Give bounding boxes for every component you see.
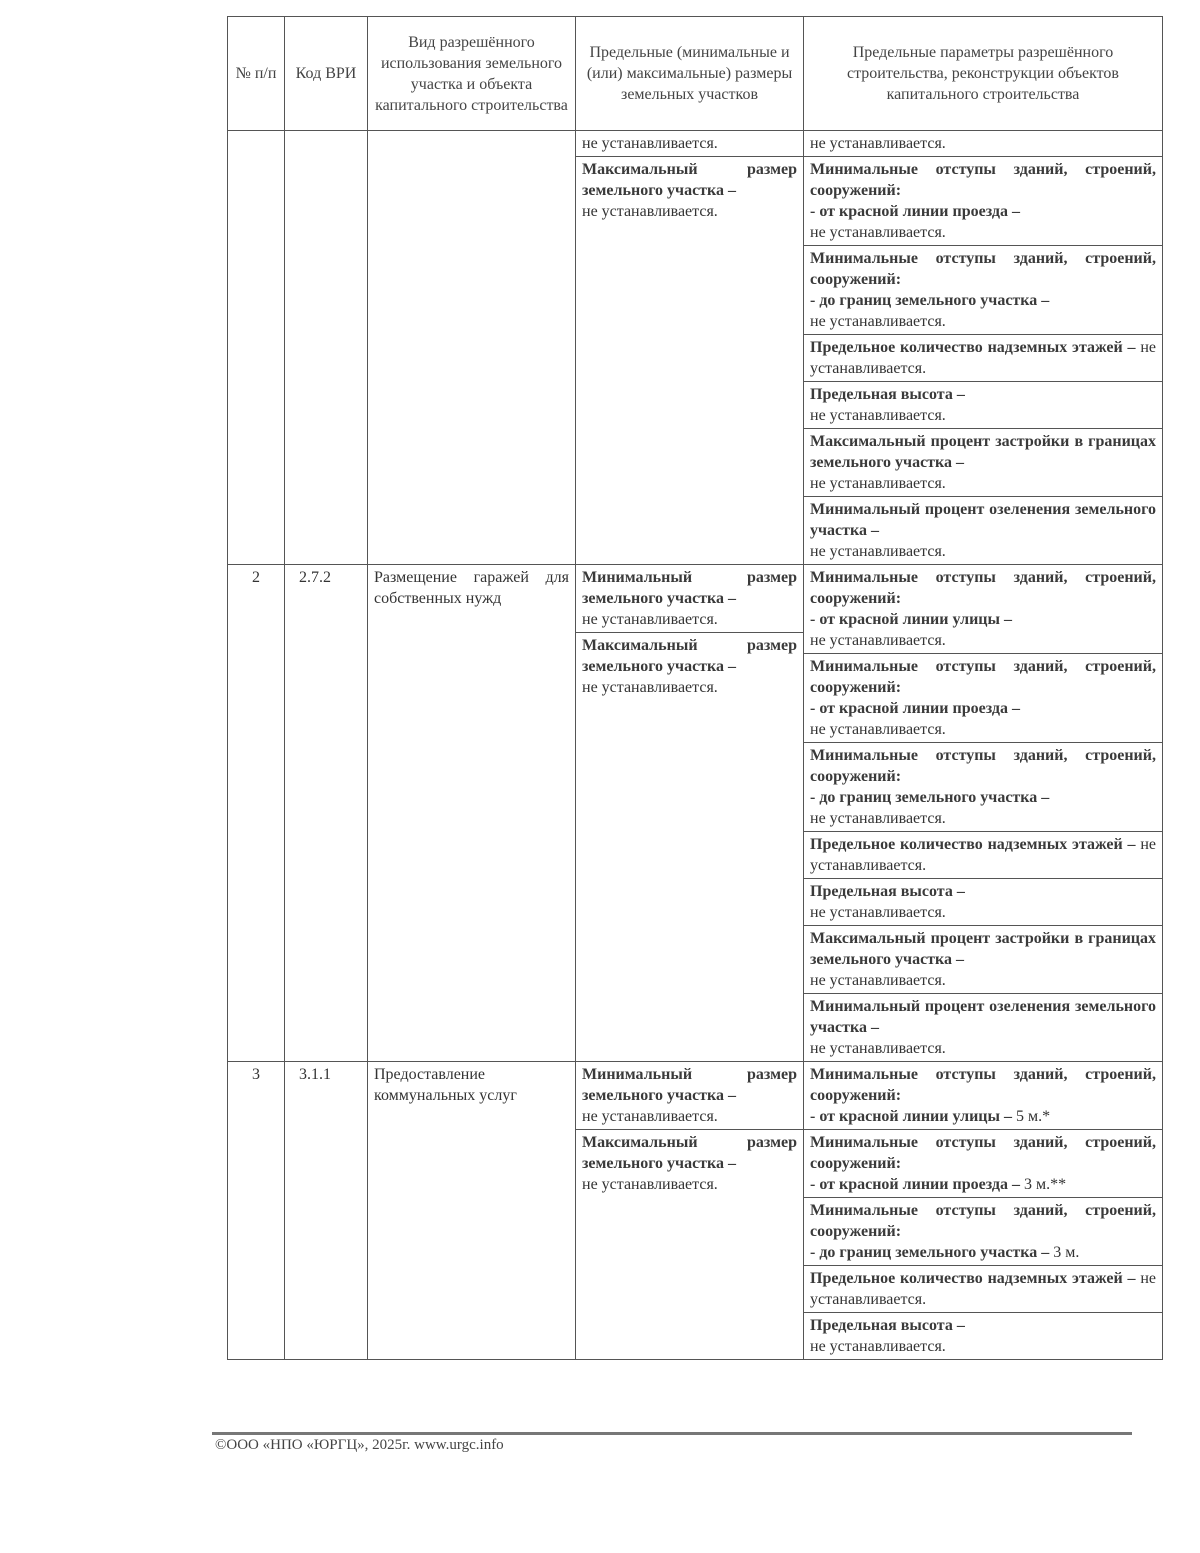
item-value: не устанавливается.	[810, 810, 946, 827]
item-label: Предельное количество надземных этажей –	[810, 339, 1136, 356]
row-params	[804, 1062, 1163, 1360]
row-sizes-item	[576, 1062, 803, 1130]
footer-copyright: ©ООО «НПО «ЮРГЦ», 2025г. www.urgc.info	[215, 1437, 504, 1453]
header-code: Код ВРИ	[285, 17, 368, 131]
row-params-item	[804, 926, 1162, 994]
row-code	[285, 131, 368, 565]
row-params-item	[804, 497, 1162, 565]
table-header-row	[228, 17, 1163, 131]
row-params-item	[804, 335, 1162, 382]
row-params-item	[804, 994, 1162, 1062]
item-label: Минимальные отступы зданий, строений, сооружений: - от красной линии улицы –	[810, 1066, 1156, 1125]
row-params	[804, 131, 1163, 565]
item-label: Предельная высота –	[810, 883, 965, 900]
row-code: 2.7.2	[285, 565, 368, 1062]
row-sizes-item	[576, 157, 803, 225]
item-value: не устанавливается.	[582, 1108, 718, 1125]
item-label: Предельное количество надземных этажей –	[810, 1270, 1136, 1287]
row-params-item	[804, 1266, 1162, 1313]
row-params-item	[804, 429, 1162, 497]
row-sizes	[576, 131, 804, 565]
regulations-table	[227, 16, 1163, 1360]
row-sizes-item	[576, 633, 803, 701]
item-label: Минимальные отступы зданий, строений, сооружений: - до границ земельного участка –	[810, 1202, 1156, 1261]
item-value: не устанавливается.	[582, 611, 718, 628]
row-kind	[368, 131, 576, 565]
item-value: не устанавливается.	[582, 1176, 718, 1193]
item-label: Минимальный размер земельного участка –	[582, 1066, 797, 1104]
row-number: 2	[228, 565, 285, 1062]
item-label: Максимальный размер земельного участка –	[582, 637, 797, 675]
row-code: 3.1.1	[285, 1062, 368, 1360]
item-label: Минимальный процент озеленения земельного участка –	[810, 501, 1156, 539]
item-value: не устанавливается.	[810, 313, 946, 330]
item-label: Предельная высота –	[810, 1317, 965, 1334]
row-sizes-item	[576, 1130, 803, 1198]
row-sizes-item	[576, 131, 803, 157]
row-params-item	[804, 565, 1162, 654]
item-value: 3 м.	[1049, 1244, 1080, 1261]
item-value: 5 м.*	[1012, 1108, 1051, 1125]
row-sizes-item	[576, 565, 803, 633]
item-value: не устанавливается.	[810, 224, 946, 241]
item-label: Минимальные отступы зданий, строений, сооружений: - до границ земельного участка –	[810, 747, 1156, 806]
item-value: не устанавливается.	[810, 836, 1156, 874]
row-params-item	[804, 1062, 1162, 1130]
row-kind: Размещение гаражей для собственных нужд	[368, 565, 576, 1062]
item-value: не устанавливается.	[810, 407, 946, 424]
table-row	[228, 131, 1163, 565]
header-sizes: Предельные (минимальные и (или) максимальные) размеры земельных участков	[576, 17, 804, 131]
item-value: не устанавливается.	[810, 721, 946, 738]
item-label: Максимальный размер земельного участка –	[582, 1134, 797, 1172]
item-label: Предельная высота –	[810, 386, 965, 403]
item-label: Предельное количество надземных этажей –	[810, 836, 1136, 853]
item-label: Максимальный размер земельного участка –	[582, 161, 797, 199]
row-params	[804, 565, 1163, 1062]
row-kind: Предоставление коммунальных услуг	[368, 1062, 576, 1360]
row-params-item	[804, 1313, 1162, 1360]
item-value: не устанавливается.	[810, 1040, 946, 1057]
item-label: Максимальный процент застройки в границах земельного участка –	[810, 433, 1156, 471]
item-label: Минимальный размер земельного участка –	[582, 569, 797, 607]
item-value: не устанавливается.	[582, 679, 718, 696]
item-label: Минимальные отступы зданий, строений, сооружений: - от красной линии проезда –	[810, 658, 1156, 717]
row-sizes	[576, 1062, 804, 1360]
row-params-item	[804, 157, 1162, 246]
item-value: не устанавливается.	[810, 339, 1156, 377]
table-row	[228, 1062, 1163, 1360]
item-value: 3 м.**	[1019, 1176, 1067, 1193]
item-label: Минимальные отступы зданий, строений, сооружений: - от красной линии проезда –	[810, 161, 1156, 220]
row-params-item	[804, 246, 1162, 335]
item-value: не устанавливается.	[810, 543, 946, 560]
footer-divider	[212, 1432, 1132, 1435]
item-value: не устанавливается.	[810, 972, 946, 989]
table-row	[228, 565, 1163, 1062]
item-label: Максимальный процент застройки в границах земельного участка –	[810, 930, 1156, 968]
item-label: Минимальные отступы зданий, строений, сооружений: - до границ земельного участка –	[810, 250, 1156, 309]
header-num: № п/п	[228, 17, 285, 131]
item-value: не устанавливается.	[810, 1338, 946, 1355]
row-params-item	[804, 832, 1162, 879]
row-number	[228, 131, 285, 565]
item-value: не устанавливается.	[810, 135, 946, 152]
row-params-item	[804, 879, 1162, 926]
header-params: Предельные параметры разрешённого строительства, реконструкции объектов капитального строительства	[804, 17, 1163, 131]
row-params-item	[804, 654, 1162, 743]
row-number: 3	[228, 1062, 285, 1360]
item-value: не устанавливается.	[582, 135, 718, 152]
row-params-item	[804, 382, 1162, 429]
row-params-item	[804, 131, 1162, 157]
item-value: не устанавливается.	[582, 203, 718, 220]
table-body	[228, 131, 1163, 1360]
item-value: не устанавливается.	[810, 1270, 1156, 1308]
item-label: Минимальный процент озеленения земельного участка –	[810, 998, 1156, 1036]
row-sizes	[576, 565, 804, 1062]
row-params-item	[804, 743, 1162, 832]
item-value: не устанавливается.	[810, 904, 946, 921]
item-label: Минимальные отступы зданий, строений, сооружений: - от красной линии улицы –	[810, 569, 1156, 628]
item-value: не устанавливается.	[810, 475, 946, 492]
item-value: не устанавливается.	[810, 632, 946, 649]
row-params-item	[804, 1198, 1162, 1266]
item-label: Минимальные отступы зданий, строений, сооружений: - от красной линии проезда –	[810, 1134, 1156, 1193]
header-kind: Вид разрешённого использования земельного участка и объекта капитального строительства	[368, 17, 576, 131]
row-params-item	[804, 1130, 1162, 1198]
